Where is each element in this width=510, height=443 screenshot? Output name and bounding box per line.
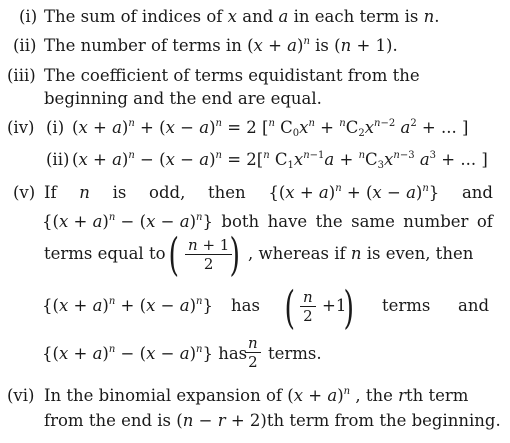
plus-one: +1 <box>322 296 347 315</box>
item-label-ii: (ii) <box>13 36 37 55</box>
item-text-iii-line1: The coefficient of terms equidistant from the <box>44 66 420 85</box>
item-text-v-line5b: terms. <box>268 344 322 363</box>
item-text-v-and: and <box>458 296 490 315</box>
item-text-v-has: has <box>231 296 260 315</box>
item-text-v-line3b: , whereas if n is even, then <box>248 244 474 263</box>
fraction-n-plus-1-over-2: $\frac{n + 1}{2}$ <box>185 237 232 273</box>
formula-diff-odd-terms: $(x + a)^n - (x - a)^n = 2[^n$ $C_1x^{n-1}a + ^nC_3x^{n-3}$ $a^3$ + ... ] <box>72 150 488 171</box>
item-text-v-line5a: $\{(x + a)^n - (x - a)^n\}$ has <box>42 344 248 363</box>
item-label-v: (v) <box>13 183 36 202</box>
item-text-v-terms: terms <box>382 296 431 315</box>
item-text-iii-line2: beginning and the end are equal. <box>44 89 322 108</box>
item-text-v-line1: If n is odd, then $\{(x + a)^n + (x - a)^n\}$ and <box>44 183 493 202</box>
right-paren: ) <box>229 228 241 281</box>
item-label-vi: (vi) <box>7 386 35 405</box>
fraction-n-over-2: $\frac{n}{2}$ <box>300 289 316 325</box>
item-text-v-line2: $\{(x + a)^n - (x - a)^n\}$ both have the same number of <box>42 212 493 231</box>
item-text-v-line4a: $\{(x + a)^n + (x - a)^n\}$ <box>42 296 213 315</box>
item-text-ii: The number of terms in $(x + a)^n$ is (n + 1). <box>44 36 398 55</box>
item-text-i: The sum of indices of x and a in each term is n. <box>44 7 440 26</box>
right-paren-2: ) <box>343 281 355 334</box>
item-sublabel-iv-ii: (ii) <box>46 150 70 169</box>
fraction-n-over-2-b: $\frac{n}{2}$ <box>245 335 261 371</box>
item-label-iii: (iii) <box>7 66 36 85</box>
left-paren: ( <box>168 228 180 281</box>
left-paren-2: ( <box>284 281 296 334</box>
item-text-v-line3a: terms equal to <box>44 244 166 263</box>
item-text-vi-line2: from the end is (n − r + 2)th term from the beginning. <box>44 411 501 430</box>
formula-sum-even-terms: $(x + a)^n + (x - a)^n = 2$ [$^n$ $C_0x^n + ^nC_2x^{n-2}$ $a^2$ + ... ] <box>72 118 469 139</box>
item-text-vi-line1: In the binomial expansion of $(x + a)^n$ , the rth term <box>44 386 469 405</box>
item-label-i: (i) <box>19 7 38 26</box>
item-label-iv: (iv) <box>7 118 35 137</box>
item-sublabel-iv-i: (i) <box>46 118 65 137</box>
